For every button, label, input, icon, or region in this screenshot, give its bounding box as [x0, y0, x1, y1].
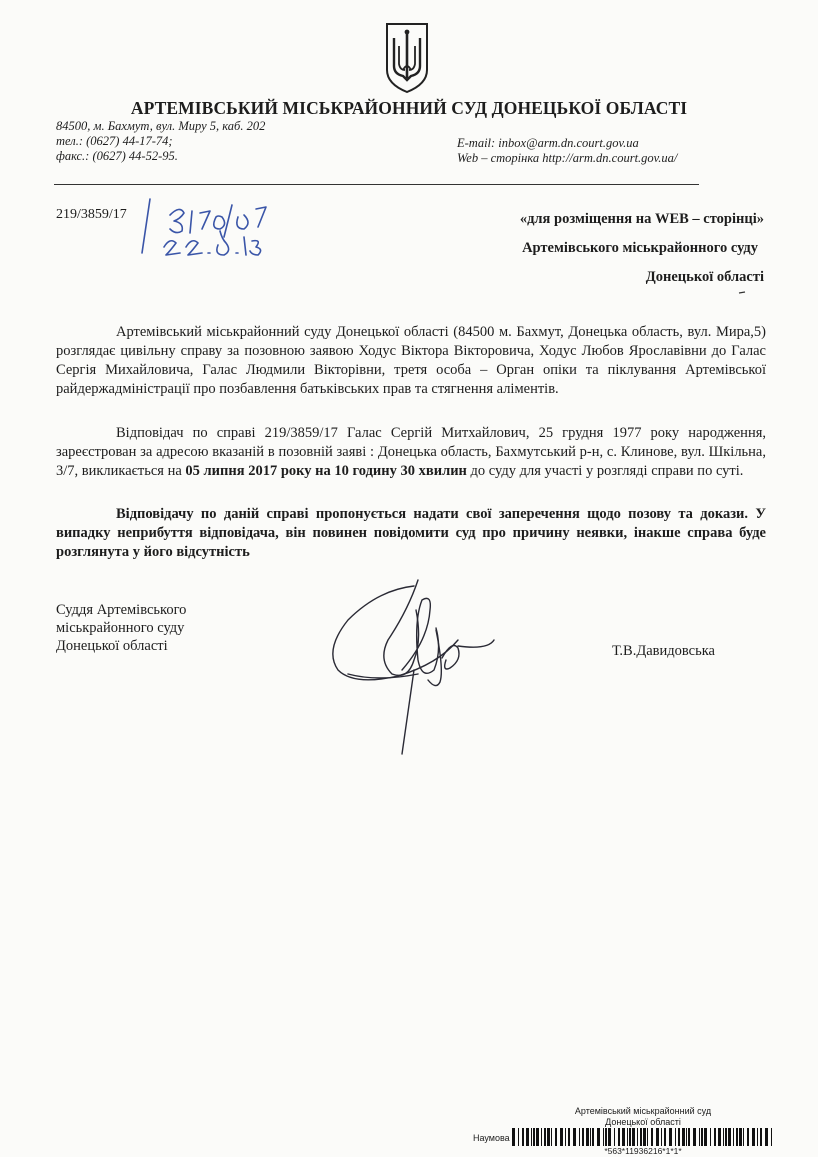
barcode-bar [560, 1128, 563, 1146]
barcode-bar [682, 1128, 685, 1146]
court-title: АРТЕМІВСЬКИЙ МІСЬКРАЙОННИЙ СУД ДОНЕЦЬКОЇ ОБЛАСТІ [130, 98, 688, 118]
barcode-bar [771, 1128, 772, 1146]
barcode [512, 1128, 774, 1146]
case-number: 219/3859/17 [56, 207, 127, 222]
barcode-bar [757, 1128, 758, 1146]
barcode-bar [739, 1128, 742, 1146]
barcode-bar [533, 1128, 535, 1146]
barcode-bar [718, 1128, 721, 1146]
judge-name: Т.В.Давидовська [612, 643, 715, 659]
barcode-bar [664, 1128, 666, 1146]
barcode-bar [693, 1128, 696, 1146]
barcode-bar [547, 1128, 550, 1146]
barcode-bar [551, 1128, 552, 1146]
barcode-bar [704, 1128, 707, 1146]
publication-note-line-3: Донецької області [645, 269, 764, 285]
judge-signature [318, 570, 518, 770]
barcode-bar [536, 1128, 539, 1146]
barcode-number: *563*11936216*1*1* [604, 1146, 682, 1156]
court-phone: тел.: (0627) 44-17-74; [56, 134, 173, 148]
barcode-bar [723, 1128, 724, 1146]
barcode-bar [544, 1128, 546, 1146]
barcode-bar [627, 1128, 628, 1146]
defendant-notice-paragraph: Відповідачу по даній справі пропонується надати свої заперечення щодо позову та докази. У випадку неприбуття відповідача, він повинен повідомити суд про причину неявки, інакше справа буде розглянута у його відсутність [56, 506, 766, 560]
barcode-bar [592, 1128, 594, 1146]
barcode-bar [518, 1128, 519, 1146]
clerk-name: Наумова [473, 1133, 510, 1143]
barcode-bar [512, 1128, 515, 1146]
summons-text-start: Відповідач по справі 219/3859/17 Галас Сергій Митхайлович, 25 грудня 1977 року народження, зареєстрован за адресою вказаній в позовній заяві : Донецька область, Бахмутський р-н, с. Клинове, вул. Шкільна, 3/7, викликається на [56, 425, 766, 479]
coat-of-arms-emblem [383, 20, 431, 96]
case-description-paragraph: Артемівський міськрайонний суду Донецької області (84500 м. Бахмут, Донецька область, вул. Мира,5) розглядає цивільну справу за позовною заявою Ходус Віктора Вікторовича, Ходус Любов Ярославівни до Галас Сергія Михайловича, Галас Людмили Вікторівни, третя особа – Орган опіки та піклування Артемівської райдержадміністрації про позбавлення батьківських прав та стягнення аліментів. [56, 324, 766, 397]
barcode-bar [760, 1128, 762, 1146]
barcode-bar [647, 1128, 648, 1146]
barcode-bar [629, 1128, 631, 1146]
barcode-bar [579, 1128, 580, 1146]
barcode-bar [618, 1128, 620, 1146]
barcode-bar [747, 1128, 749, 1146]
court-contacts-left [56, 119, 265, 164]
publication-note-line-2: Артемівського міськрайонного суду [522, 240, 758, 256]
barcode-bar [582, 1128, 584, 1146]
barcode-bar [669, 1128, 672, 1146]
barcode-bar [656, 1128, 659, 1146]
barcode-bar [608, 1128, 611, 1146]
barcode-bar [614, 1128, 615, 1146]
barcode-bar [637, 1128, 638, 1146]
judge-title-line-3: Донецької області [56, 638, 168, 654]
barcode-bar [622, 1128, 625, 1146]
barcode-bar [651, 1128, 653, 1146]
barcode-bar [597, 1128, 600, 1146]
barcode-bar [701, 1128, 703, 1146]
barcode-bar [522, 1128, 524, 1146]
summons-text-end: до суду для участі у розгляді справи по суті. [466, 463, 744, 479]
barcode-bar [678, 1128, 680, 1146]
barcode-bar [586, 1128, 589, 1146]
judge-title-line-2: міськрайонного суду [56, 620, 185, 636]
barcode-bar [590, 1128, 591, 1146]
registry-stamp-court [568, 1106, 718, 1128]
barcode-bar [736, 1128, 738, 1146]
barcode-bar [765, 1128, 768, 1146]
barcode-bar [752, 1128, 755, 1146]
barcode-bar [573, 1128, 576, 1146]
barcode-bar [643, 1128, 646, 1146]
barcode-bar [688, 1128, 690, 1146]
barcode-bar [728, 1128, 731, 1146]
barcode-bar [568, 1128, 570, 1146]
barcode-bar [743, 1128, 744, 1146]
court-address: 84500, м. Бахмут, вул. Миру 5, каб. 202 [56, 119, 266, 133]
barcode-bar [725, 1128, 727, 1146]
barcode-bar [710, 1128, 711, 1146]
barcode-bar [640, 1128, 642, 1146]
barcode-bar [531, 1128, 532, 1146]
pen-tick-mark [738, 290, 746, 296]
court-contacts-right [457, 136, 677, 166]
barcode-bar [661, 1128, 662, 1146]
handwritten-registration-mark [140, 195, 290, 261]
header-divider [54, 184, 699, 185]
registry-court-line-2: Донецької області [605, 1117, 681, 1127]
barcode-bar [714, 1128, 716, 1146]
court-email: E-mail: inbox@arm.dn.court.gov.ua [457, 136, 639, 150]
summons-paragraph [56, 424, 766, 481]
barcode-bar [603, 1128, 604, 1146]
barcode-bar [526, 1128, 529, 1146]
barcode-bar [565, 1128, 566, 1146]
barcode-bar [699, 1128, 700, 1146]
barcode-bar [555, 1128, 557, 1146]
registry-court-line-1: Артемівський міськрайонний суд [574, 1106, 712, 1116]
barcode-bar [675, 1128, 676, 1146]
court-fax: факс.: (0627) 44-52-95. [56, 149, 178, 163]
judge-title [56, 601, 186, 655]
judge-title-line-1: Суддя Артемівського [56, 602, 187, 618]
barcode-bar [632, 1128, 635, 1146]
publication-note-line-1: «для розміщення на WEB – сторінці» [519, 211, 764, 227]
court-website: Web – сторінка http://arm.dn.court.gov.ua/ [457, 151, 678, 165]
barcode-bar [686, 1128, 687, 1146]
barcode-bar [733, 1128, 734, 1146]
hearing-date-time: 05 липня 2017 року на 10 годину 30 хвилин [185, 463, 467, 479]
barcode-bar [541, 1128, 542, 1146]
barcode-bar [605, 1128, 607, 1146]
